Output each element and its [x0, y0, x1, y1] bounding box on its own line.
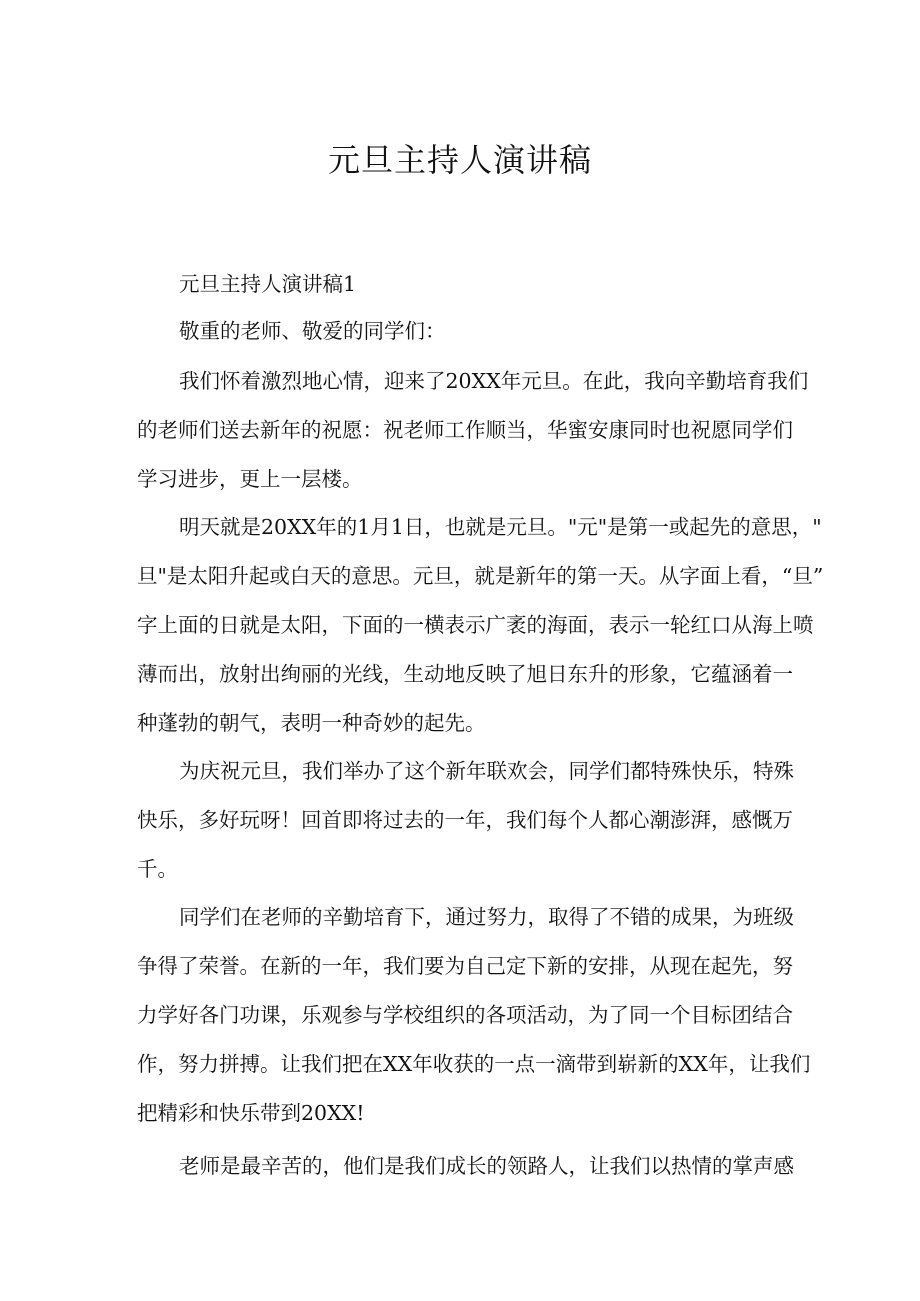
paragraph-1-line-3: 学习进步，更上一层楼。: [137, 467, 363, 491]
paragraph-2-line-5: 种蓬勃的朝气，表明一种奇妙的起先。: [137, 711, 486, 735]
paragraph-4-line-1: 同学们在老师的辛勤培育下，通过努力，取得了不错的成果，为班级: [179, 905, 794, 929]
paragraph-4-line-4: 作，努力拼搏。让我们把在XX年收获的一点一滴带到崭新的XX年，让我们: [137, 1052, 811, 1076]
paragraph-2-line-1: 明天就是20XX年的1月1日，也就是元旦。"元"是第一或起先的意思，": [179, 515, 822, 539]
paragraph-2-line-4: 薄而出，放射出绚丽的光线，生动地反映了旭日东升的形象，它蕴涵着一: [137, 662, 793, 686]
paragraph-2-line-2: 旦"是太阳升起或白天的意思。元旦，就是新年的第一天。从字面上看，“旦”: [137, 564, 824, 588]
paragraph-4-line-5: 把精彩和快乐带到20XX!: [137, 1101, 365, 1125]
paragraph-1-line-1: 我们怀着激烈地心情，迎来了20XX年元旦。在此，我向辛勤培育我们: [179, 369, 809, 393]
paragraph-3-line-3: 千。: [137, 857, 178, 881]
paragraph-1-line-2: 的老师们送去新年的祝愿：祝老师工作顺当，华蜜安康同时也祝愿同学们: [137, 418, 793, 442]
section-heading: 元旦主持人演讲稿1: [179, 272, 357, 296]
document-title: 元旦主持人演讲稿: [327, 141, 592, 179]
paragraph-3-line-2: 快乐，多好玩呀！回首即将过去的一年，我们每个人都心潮澎湃，感慨万: [137, 808, 793, 832]
paragraph-2-line-3: 字上面的日就是太阳，下面的一横表示广袤的海面，表示一轮红口从海上喷: [137, 613, 814, 637]
paragraph-4-line-3: 力学好各门功课，乐观参与学校组织的各项活动，为了同一个目标团结合: [137, 1003, 793, 1027]
paragraph-4-line-2: 争得了荣誉。在新的一年，我们要为自己定下新的安排，从现在起先，努: [137, 954, 793, 978]
paragraph-3-line-1: 为庆祝元旦，我们举办了这个新年联欢会，同学们都特殊快乐，特殊: [179, 759, 794, 783]
paragraph-5-line-1: 老师是最辛苦的，他们是我们成长的领路人，让我们以热情的掌声感: [179, 1154, 794, 1178]
greeting: 敬重的老师、敬爱的同学们：: [179, 319, 446, 343]
